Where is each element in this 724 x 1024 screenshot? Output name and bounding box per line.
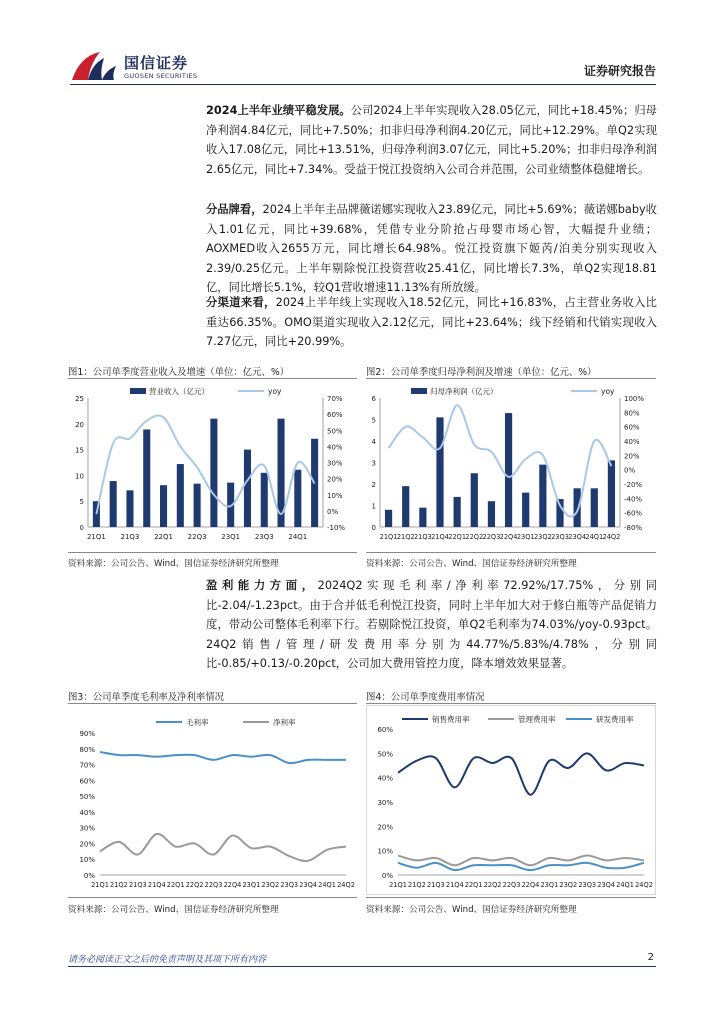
fig1-xtick: 22Q1 bbox=[154, 533, 173, 541]
fig4-xtick: 22Q2 bbox=[483, 881, 502, 889]
fig1-ytick-right: 70% bbox=[327, 395, 343, 403]
fig2-ytick-left: 5 bbox=[371, 416, 376, 425]
paragraph-channel-lead: 分渠道来看， bbox=[206, 296, 276, 309]
paragraph-profitability-lead: 盈利能力方面， bbox=[206, 579, 318, 592]
fig2-xtick: 23Q1 bbox=[516, 533, 535, 541]
fig1-bar bbox=[294, 470, 301, 527]
fig2-ytick-left: 1 bbox=[371, 502, 376, 511]
fig1-ytick-right: 30% bbox=[327, 459, 343, 468]
paragraph-channel-body: 2024上半年线上实现收入18.52亿元，同比+16.83%，占主营业务收入比重达66.35%。OMO渠道实现收入2.12亿元，同比+23.64%；线下经销和代销实现收入7.27亿元，同比+20.99%。 bbox=[206, 296, 657, 349]
fig3-ytick: 50% bbox=[79, 793, 95, 802]
fig2-xtick: 22Q1 bbox=[448, 533, 467, 541]
fig1-top-rule bbox=[68, 378, 357, 379]
fig1-legend-line-label: yoy bbox=[268, 387, 282, 396]
fig3-series-line bbox=[100, 752, 346, 763]
fig2-xtick: 24Q2 bbox=[602, 533, 621, 541]
fig1-ytick-right: 20% bbox=[327, 475, 343, 484]
fig2-xtick: 22Q4 bbox=[499, 533, 518, 541]
fig2-ytick-right: 80% bbox=[624, 409, 640, 418]
fig2-legend-bar-swatch bbox=[411, 388, 427, 394]
fig4-xtick: 21Q4 bbox=[445, 881, 464, 889]
fig2-xtick: 23Q3 bbox=[551, 533, 569, 541]
fig4-xtick: 24Q2 bbox=[635, 881, 653, 889]
fig2-ytick-left: 0 bbox=[371, 524, 376, 532]
fig1-ytick-left: 20 bbox=[75, 420, 84, 429]
fig2-bottom-rule bbox=[366, 552, 656, 553]
fig3-xtick: 21Q3 bbox=[128, 881, 147, 889]
fig2-bar bbox=[436, 417, 443, 527]
fig2-bar bbox=[505, 413, 512, 527]
paragraph-performance-body: 公司2024上半年实现收入28.05亿元，同比+18.45%；归母净利润4.84亿元，同比+7.50%；扣非归母净利润4.20亿元，同比+12.29%。单Q2实现收入17.08亿元，同比+13.51%，归母净利润3.07亿元，同比+5.20%；扣非归母净利润2.65亿元，同比+7.34%。受益于悦江投资纳入公司合并范围，公司业绩整体稳健增长。 bbox=[206, 104, 657, 176]
fig4-ytick: 50% bbox=[377, 750, 393, 759]
fig2-ytick-left: 2 bbox=[371, 481, 376, 489]
fig3-xtick: 21Q2 bbox=[110, 881, 128, 889]
fig2-xtick: 24Q1 bbox=[585, 533, 604, 541]
fig2-ytick-right: 0% bbox=[624, 466, 636, 475]
fig2-legend-line-label: yoy bbox=[601, 387, 615, 396]
paragraph-profitability bbox=[206, 576, 657, 674]
fig1-ytick-right: 0% bbox=[327, 507, 339, 516]
fig2-bar bbox=[402, 486, 409, 527]
fig2-ytick-left: 6 bbox=[371, 395, 376, 403]
fig4-xtick: 21Q3 bbox=[426, 881, 445, 889]
fig1-bar bbox=[110, 481, 117, 527]
fig1-ytick-right: 50% bbox=[327, 427, 343, 436]
fig2-bar bbox=[471, 473, 478, 527]
fig2-title: 图2：公司单季度归母净利润及增速（单位：亿元、%） bbox=[366, 367, 597, 378]
fig4-legend-label: 管理费用率 bbox=[518, 715, 556, 724]
fig3-xtick: 21Q1 bbox=[91, 881, 109, 889]
fig1-ytick-right: -10% bbox=[327, 524, 346, 532]
fig3-xtick: 22Q1 bbox=[166, 881, 185, 889]
fig1-ytick-left: 15 bbox=[75, 446, 84, 455]
paragraph-performance bbox=[206, 101, 657, 179]
fig1-xtick: 22Q3 bbox=[187, 533, 207, 541]
fig3-xtick: 22Q3 bbox=[204, 881, 223, 889]
paragraph-performance-lead: 2024上半年业绩平稳发展。 bbox=[206, 104, 351, 117]
fig1-bar bbox=[210, 419, 217, 527]
fig1-xtick: 23Q1 bbox=[221, 533, 241, 541]
fig1-ytick-left: 5 bbox=[79, 498, 84, 507]
fig3-chart bbox=[68, 705, 357, 895]
fig1-ytick-right: 60% bbox=[327, 411, 343, 420]
fig3-ytick: 70% bbox=[79, 761, 95, 770]
fig3-xtick: 24Q1 bbox=[318, 881, 336, 889]
fig1-ytick-left: 0 bbox=[79, 524, 84, 532]
guosen-logo-icon bbox=[70, 50, 118, 84]
fig1-legend-bar-label: 营业收入（亿元） bbox=[149, 387, 209, 396]
fig4-series-line bbox=[398, 863, 644, 870]
fig4-ytick: 10% bbox=[377, 847, 393, 856]
fig4-ytick: 20% bbox=[377, 823, 393, 832]
fig2-xtick: 23Q4 bbox=[568, 533, 587, 541]
footer-divider bbox=[68, 966, 656, 967]
brand-name-en: GUOSEN SECURITIES bbox=[124, 72, 198, 80]
fig2-xtick: 23Q2 bbox=[533, 533, 552, 541]
fig1-bar bbox=[244, 450, 251, 527]
fig1-title: 图1：公司单季度营业收入及增速（单位：亿元、%） bbox=[68, 367, 290, 378]
fig2-ytick-right: -20% bbox=[624, 481, 643, 489]
fig1-bar bbox=[261, 473, 268, 527]
fig3-xtick: 23Q2 bbox=[261, 881, 280, 889]
paragraph-brand bbox=[206, 200, 657, 298]
fig4-xtick: 23Q3 bbox=[578, 881, 597, 889]
header-logo bbox=[70, 50, 270, 86]
fig3-ytick: 40% bbox=[79, 808, 95, 817]
fig1-legend-bar-swatch bbox=[130, 388, 146, 394]
fig4-series-line bbox=[398, 753, 644, 794]
report-type: 证券研究报告 bbox=[583, 64, 656, 78]
fig3-xtick: 23Q4 bbox=[299, 881, 318, 889]
header-divider bbox=[70, 84, 656, 85]
fig3-bottom-rule bbox=[68, 897, 357, 898]
fig1-xtick: 21Q1 bbox=[86, 533, 106, 541]
fig2-xtick: 21Q4 bbox=[431, 533, 449, 541]
fig3-xtick: 23Q1 bbox=[242, 881, 261, 889]
fig4-xtick: 23Q4 bbox=[597, 881, 616, 889]
fig4-bottom-rule bbox=[366, 897, 656, 898]
fig4-xtick: 23Q1 bbox=[540, 881, 559, 889]
fig2-ytick-right: 20% bbox=[624, 452, 640, 461]
fig2-xtick: 21Q1 bbox=[379, 533, 398, 541]
fig3-ytick: 90% bbox=[79, 730, 95, 738]
fig2-xtick: 22Q2 bbox=[465, 533, 484, 541]
fig4-ytick: 40% bbox=[377, 774, 393, 783]
fig3-ytick: 60% bbox=[79, 777, 95, 786]
fig2-chart bbox=[366, 380, 656, 550]
fig2-xtick: 21Q3 bbox=[413, 533, 432, 541]
fig2-bar bbox=[608, 460, 615, 527]
fig1-ytick-right: 40% bbox=[327, 443, 343, 452]
fig3-title: 图3：公司单季度毛利率及净利率情况 bbox=[68, 692, 224, 703]
fig1-xtick: 24Q1 bbox=[288, 533, 308, 541]
fig1-bar bbox=[194, 484, 201, 527]
fig2-bar bbox=[522, 493, 529, 527]
fig2-ytick-right: 40% bbox=[624, 438, 640, 446]
fig4-ytick: 0% bbox=[381, 872, 393, 880]
fig4-ytick: 30% bbox=[377, 799, 393, 807]
fig4-title: 图4：公司单季度费用率情况 bbox=[366, 692, 485, 703]
fig2-ytick-right: -80% bbox=[624, 524, 643, 532]
fig2-ytick-left: 3 bbox=[371, 459, 376, 468]
fig3-xtick: 21Q4 bbox=[147, 881, 166, 889]
fig1-bar bbox=[177, 464, 184, 527]
fig2-xtick: 21Q2 bbox=[396, 533, 415, 541]
page-number: 2 bbox=[647, 952, 654, 963]
fig3-top-rule bbox=[68, 703, 357, 704]
fig3-legend-label: 毛利率 bbox=[186, 718, 209, 727]
paragraph-brand-lead: 分品牌看， bbox=[206, 203, 263, 216]
fig2-bar bbox=[574, 488, 581, 527]
fig3-xtick: 22Q2 bbox=[185, 881, 204, 889]
paragraph-channel bbox=[206, 293, 657, 352]
fig3-series-line bbox=[100, 834, 346, 861]
fig2-bar bbox=[591, 488, 598, 527]
fig4-chart bbox=[366, 705, 656, 895]
fig1-ytick-right: 10% bbox=[327, 491, 343, 500]
fig1-bar bbox=[160, 485, 167, 527]
fig4-legend-label: 销售费用率 bbox=[432, 715, 470, 724]
fig3-ytick: 30% bbox=[79, 824, 95, 833]
fig1-source: 资料来源：公司公告、Wind、国信证券经济研究所整理 bbox=[68, 559, 279, 569]
fig4-xtick: 22Q1 bbox=[464, 881, 483, 889]
fig2-ytick-left: 4 bbox=[371, 438, 376, 446]
fig3-ytick: 10% bbox=[79, 856, 95, 865]
fig3-ytick: 20% bbox=[79, 840, 95, 849]
fig2-source: 资料来源：公司公告、Wind、国信证券经济研究所整理 bbox=[366, 559, 577, 569]
fig2-legend-bar-label: 归母净利润（亿元） bbox=[430, 387, 498, 396]
fig4-xtick: 21Q2 bbox=[408, 881, 426, 889]
fig1-bottom-rule bbox=[68, 552, 357, 553]
fig2-bar bbox=[556, 499, 563, 527]
fig1-chart bbox=[68, 380, 357, 550]
fig1-ytick-left: 10 bbox=[75, 472, 84, 481]
fig1-bar bbox=[126, 490, 133, 527]
fig3-ytick: 0% bbox=[83, 872, 95, 880]
paragraph-profitability-body: 2024Q2实现毛利率/净利率72.92%/17.75%，分别同比-2.04/-1.23pct。由于合并低毛利悦江投资，同时上半年加大对于修白瓶等产品促销力度，带动公司整体毛利率下行。若剔除悦江投资，单Q2毛利率为74.03%/yoy-0.93pct。24Q2销售/管理/研发费用率分别为44.77%/5.83%/4.78%，分别同比-0.85/+0.13/-0.20pct，公司加大费用管控力度，降本增效效果显著。 bbox=[206, 579, 657, 671]
fig4-xtick: 24Q1 bbox=[616, 881, 634, 889]
fig2-ytick-right: 60% bbox=[624, 423, 640, 432]
fig1-xtick: 21Q3 bbox=[120, 533, 140, 541]
fig1-bar bbox=[143, 429, 150, 527]
fig4-xtick: 22Q4 bbox=[521, 881, 540, 889]
fig1-xtick: 23Q3 bbox=[254, 533, 274, 541]
fig3-source: 资料来源：公司公告、Wind、国信证券经济研究所整理 bbox=[68, 905, 279, 915]
fig2-bar bbox=[419, 508, 426, 527]
fig4-source: 资料来源：公司公告、Wind、国信证券经济研究所整理 bbox=[366, 905, 577, 915]
fig3-ytick: 80% bbox=[79, 745, 95, 754]
fig4-top-rule bbox=[366, 703, 656, 704]
fig3-xtick: 22Q4 bbox=[223, 881, 242, 889]
fig3-xtick: 23Q3 bbox=[280, 881, 299, 889]
fig4-legend-label: 研发费用率 bbox=[596, 715, 634, 724]
fig4-xtick: 23Q2 bbox=[559, 881, 578, 889]
fig2-ytick-right: -40% bbox=[624, 495, 643, 504]
fig4-xtick: 21Q1 bbox=[389, 881, 407, 889]
fig2-bar bbox=[454, 497, 461, 527]
fig2-bar bbox=[539, 465, 546, 527]
fig2-ytick-right: 100% bbox=[624, 395, 645, 403]
fig1-ytick-left: 25 bbox=[75, 395, 84, 403]
fig4-xtick: 22Q3 bbox=[502, 881, 521, 889]
fig2-bar bbox=[488, 501, 495, 527]
paragraph-brand-body: 2024上半年主品牌薇诺娜实现收入23.89亿元，同比+5.69%；薇诺娜baby收入1.01亿元，同比+39.68%，凭借专业分阶抢占母婴市场心智，大幅提升业绩；AOXMED收入2655万元，同比增长64.98%。悦江投资旗下姬芮/泊美分别实现收入2.39/0.25亿元。上半年剔除悦江投资营收25.41亿，同比增长7.3%，单Q2实现18.81亿，同比增长5.1%，较Q1营收增速11.13%有所放缓。 bbox=[206, 203, 657, 295]
fig4-ytick: 60% bbox=[377, 726, 393, 734]
footer-disclaimer: 请务必阅读正文之后的免责声明及其项下所有内容 bbox=[68, 955, 267, 965]
fig3-xtick: 24Q2 bbox=[337, 881, 355, 889]
brand-name-cn: 国信证券 bbox=[124, 54, 189, 72]
fig3-legend-label: 净利率 bbox=[273, 718, 296, 727]
fig2-ytick-right: -60% bbox=[624, 509, 643, 518]
fig2-xtick: 22Q3 bbox=[482, 533, 501, 541]
fig2-bar bbox=[385, 510, 392, 527]
fig2-top-rule bbox=[366, 378, 656, 379]
